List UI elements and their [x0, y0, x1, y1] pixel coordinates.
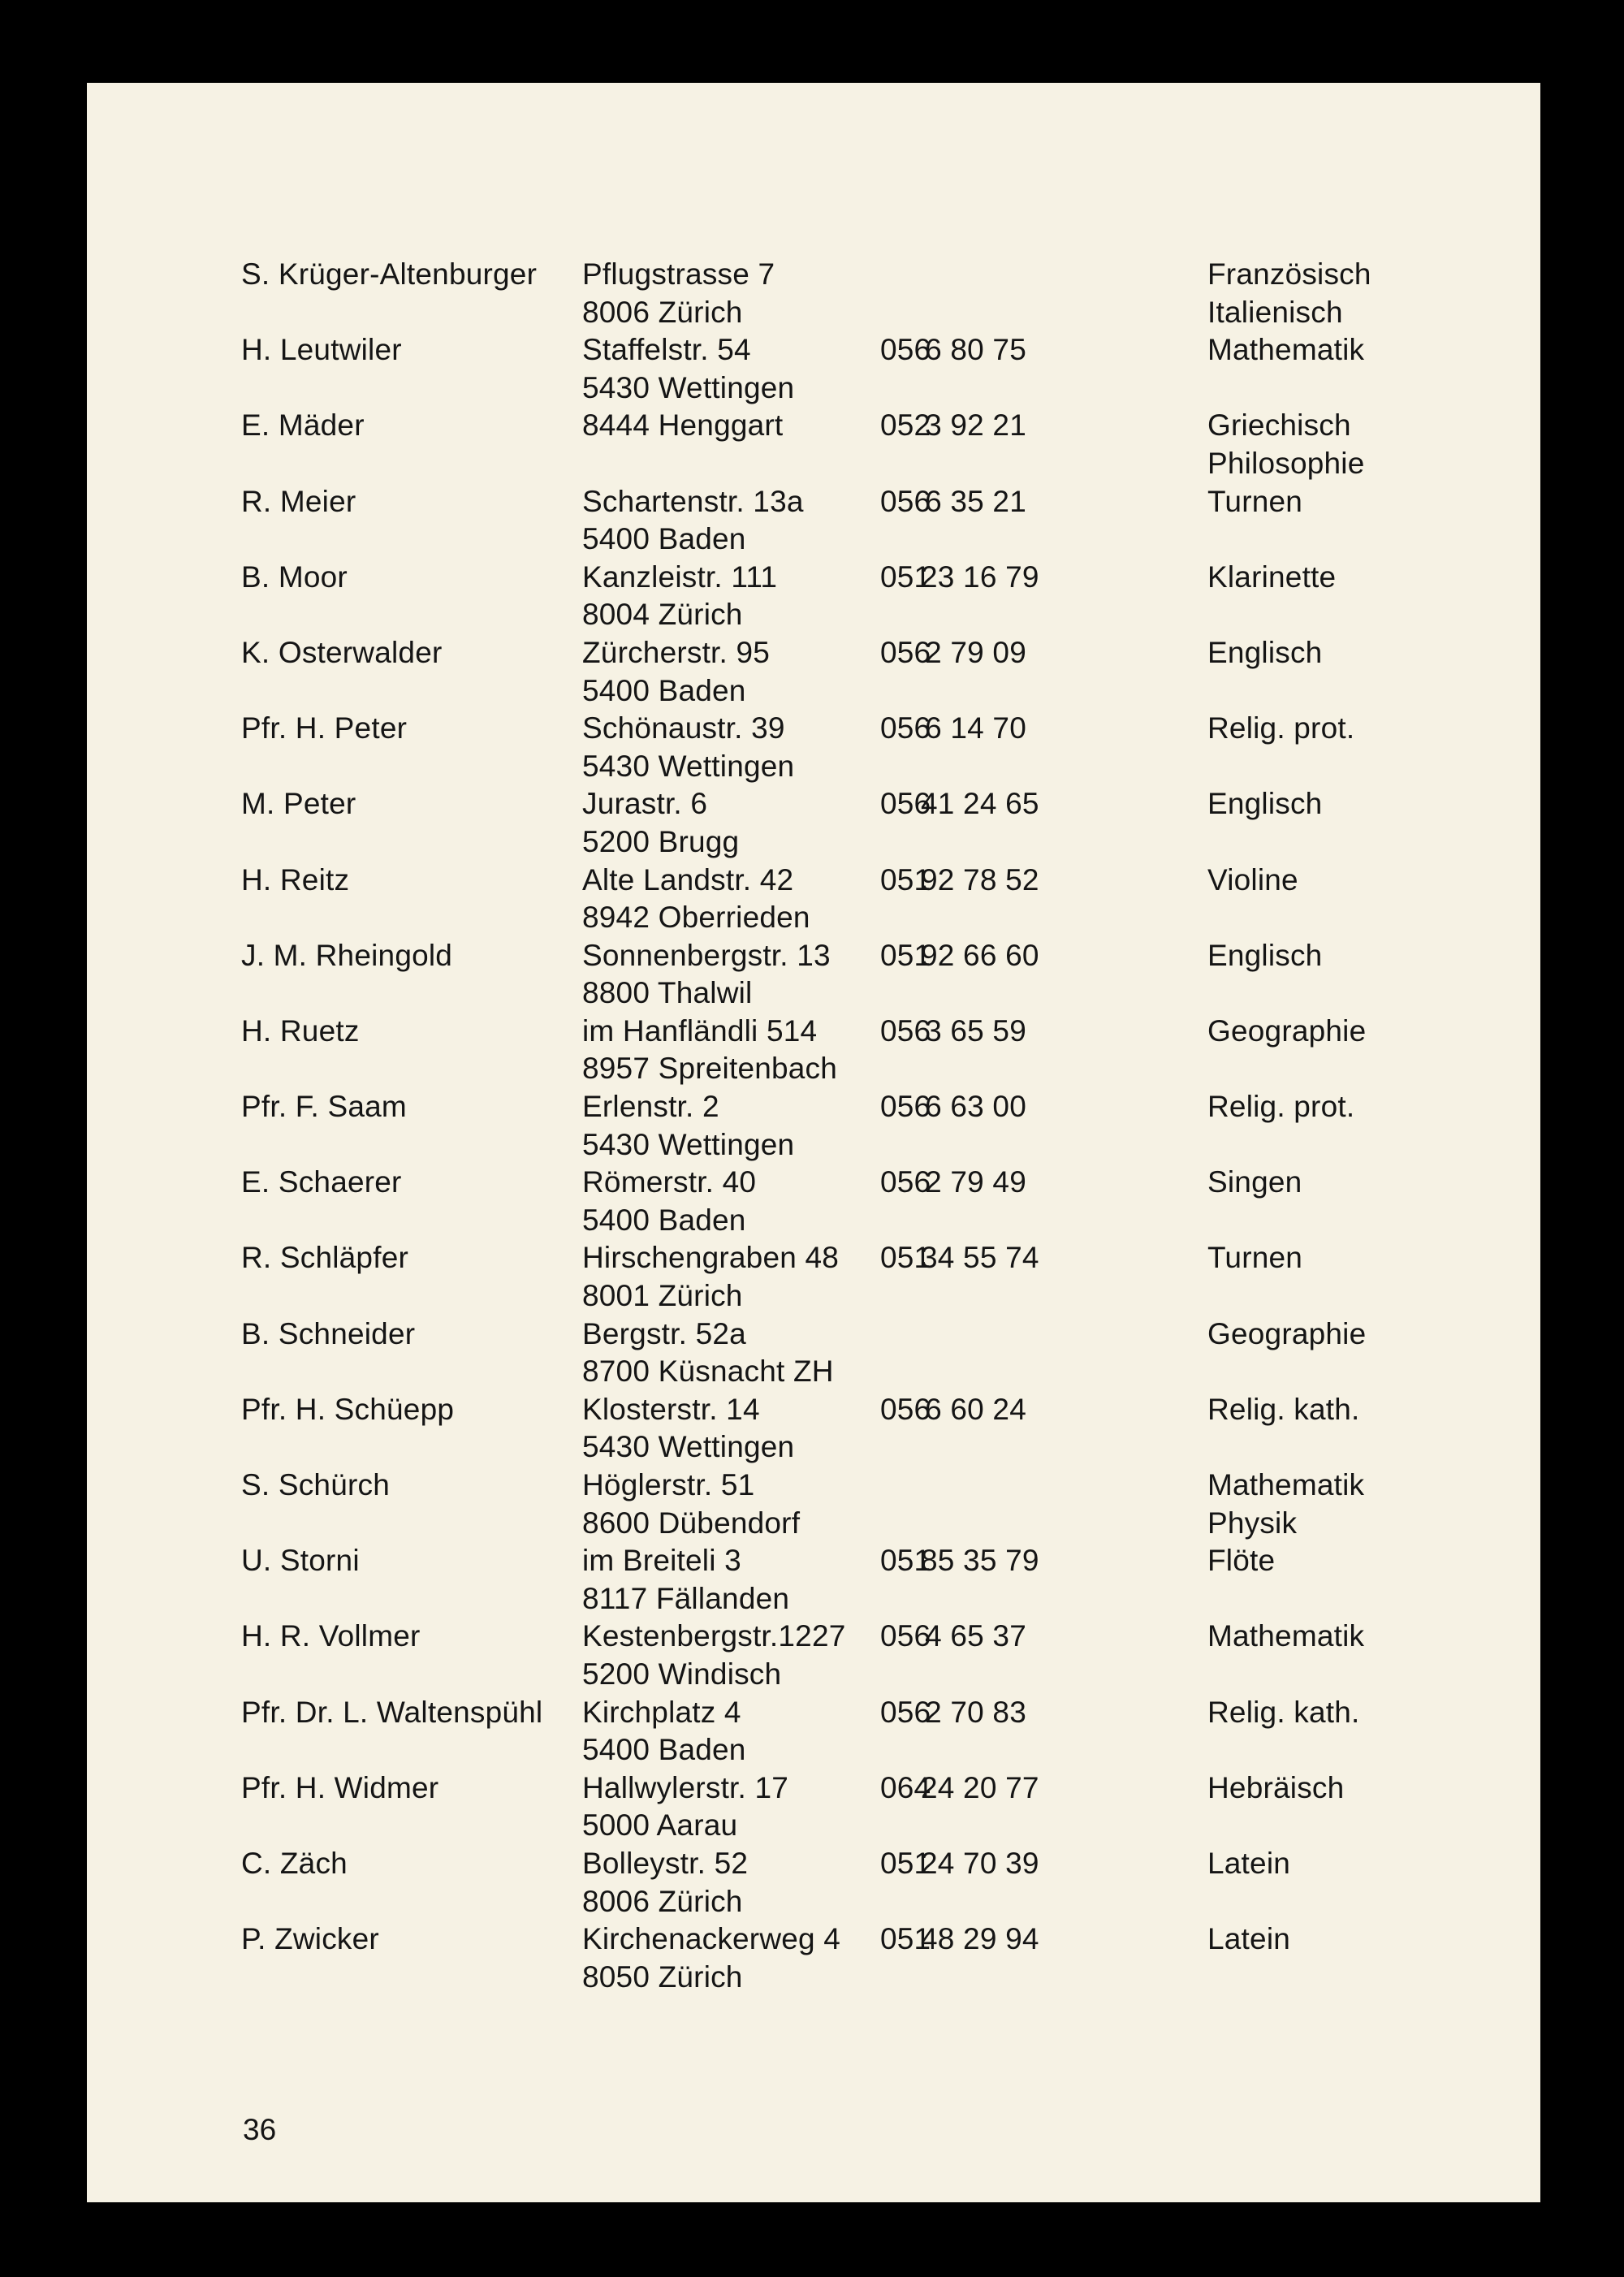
directory-entry [241, 559, 1459, 634]
entry-line [241, 294, 1459, 332]
entry-line [241, 1088, 1459, 1126]
entry-line [241, 445, 1459, 483]
entry-line [241, 1164, 1459, 1202]
entry-name: R. Schläpfer [241, 1241, 408, 1275]
entry-address: 8006 Zürich [582, 1884, 743, 1918]
document-page [87, 83, 1540, 2202]
entry-phone: 3 65 59 [925, 1013, 1026, 1048]
entry-line [241, 748, 1459, 786]
directory-entry [241, 1391, 1459, 1467]
entry-subject: Latein [1207, 1846, 1291, 1880]
entry-name: E. Mäder [241, 408, 365, 443]
entry-subject: Flöte [1207, 1544, 1276, 1578]
entry-subject: Englisch [1207, 938, 1323, 972]
entry-address: 5430 Wettingen [582, 1430, 795, 1464]
entry-line [241, 521, 1459, 559]
entry-subject: Relig. prot. [1207, 1090, 1355, 1124]
entry-name: Pfr. F. Saam [241, 1090, 407, 1124]
directory-entry [241, 331, 1459, 407]
entry-line [241, 1239, 1459, 1277]
entry-name: Pfr. Dr. L. Waltenspühl [241, 1695, 543, 1729]
entry-address: 8117 Fällanden [582, 1581, 790, 1615]
entry-line [241, 974, 1459, 1013]
entry-line [241, 1731, 1459, 1769]
entry-line [241, 1316, 1459, 1354]
entry-subject: Relig. prot. [1207, 711, 1355, 745]
entry-area-code: 051 [880, 560, 931, 594]
entry-line [241, 559, 1459, 597]
entry-phone: 92 66 60 [921, 938, 1039, 972]
entry-subject: Klarinette [1207, 560, 1337, 594]
entry-area-code: 056 [880, 1013, 931, 1048]
entry-address: 5200 Brugg [582, 824, 740, 858]
directory-entry [241, 1769, 1459, 1845]
entry-area-code: 051 [880, 1922, 931, 1956]
entry-address: Alte Landstr. 42 [582, 862, 794, 897]
entry-area-code: 056 [880, 635, 931, 669]
entry-name: Pfr. H. Schüepp [241, 1392, 455, 1426]
entry-name: E. Schaerer [241, 1165, 402, 1199]
entry-line [241, 1542, 1459, 1580]
entry-subject: Latein [1207, 1922, 1291, 1956]
directory-entry [241, 1694, 1459, 1769]
entry-phone: 6 35 21 [925, 484, 1026, 518]
entry-line [241, 937, 1459, 975]
entry-line [241, 710, 1459, 748]
entry-subject: Italienisch [1207, 295, 1343, 329]
entry-name: B. Schneider [241, 1316, 416, 1350]
entry-line [241, 596, 1459, 634]
entry-phone: 4 65 37 [925, 1619, 1026, 1653]
directory-entry [241, 785, 1459, 861]
entry-address: 8050 Zürich [582, 1959, 743, 1994]
entry-line [241, 862, 1459, 900]
entry-phone: 41 24 65 [921, 787, 1039, 821]
entry-address: Römerstr. 40 [582, 1165, 757, 1199]
entry-address: 8700 Küsnacht ZH [582, 1355, 834, 1389]
directory-entry [241, 1088, 1459, 1164]
teacher-directory [241, 256, 1459, 1996]
entry-address: 5430 Wettingen [582, 370, 795, 404]
entry-subject: Geographie [1207, 1316, 1367, 1350]
entry-name: H. Reitz [241, 862, 350, 897]
entry-subject: Französisch [1207, 257, 1371, 291]
entry-line [241, 634, 1459, 672]
entry-address: 8957 Spreitenbach [582, 1052, 838, 1086]
directory-entry [241, 862, 1459, 937]
entry-name: B. Moor [241, 560, 348, 594]
entry-address: 5200 Windisch [582, 1657, 782, 1691]
entry-name: Pfr. H. Peter [241, 711, 408, 745]
entry-line [241, 1277, 1459, 1316]
entry-area-code: 056 [880, 787, 931, 821]
directory-entry [241, 1618, 1459, 1693]
entry-address: Kanzleistr. 111 [582, 560, 778, 594]
entry-name: M. Peter [241, 787, 356, 821]
entry-phone: 23 16 79 [921, 560, 1039, 594]
directory-entry [241, 1239, 1459, 1315]
entry-line [241, 1959, 1459, 1997]
entry-name: J. M. Rheingold [241, 938, 453, 972]
entry-line [241, 1656, 1459, 1694]
entry-address: 5430 Wettingen [582, 1127, 795, 1161]
entry-line [241, 331, 1459, 369]
entry-line [241, 1126, 1459, 1164]
entry-phone: 85 35 79 [921, 1544, 1039, 1578]
entry-address: 8800 Thalwil [582, 976, 753, 1010]
directory-entry [241, 1542, 1459, 1618]
entry-name: U. Storni [241, 1544, 360, 1578]
entry-address: Pflugstrasse 7 [582, 257, 775, 291]
entry-line [241, 1013, 1459, 1051]
entry-phone: 92 78 52 [921, 862, 1039, 897]
entry-address: 5400 Baden [582, 522, 746, 556]
entry-subject: Hebräisch [1207, 1770, 1345, 1804]
entry-address: Höglerstr. 51 [582, 1468, 755, 1501]
entry-subject: Turnen [1207, 1241, 1303, 1275]
entry-phone: 6 60 24 [925, 1392, 1026, 1426]
entry-line [241, 1391, 1459, 1429]
directory-entry [241, 937, 1459, 1013]
directory-entry [241, 1467, 1459, 1542]
entry-address: Kestenbergstr.1227 [582, 1619, 846, 1653]
entry-subject: Relig. kath. [1207, 1392, 1360, 1426]
entry-line [241, 1883, 1459, 1921]
entry-line [241, 1353, 1459, 1391]
entry-subject: Englisch [1207, 635, 1323, 669]
entry-phone: 6 80 75 [925, 333, 1026, 367]
entry-line [241, 1921, 1459, 1959]
entry-area-code: 056 [880, 1090, 931, 1124]
entry-line [241, 1467, 1459, 1505]
page-number: 36 [243, 2113, 277, 2146]
entry-subject: Mathematik [1207, 1619, 1365, 1653]
entry-address: Sonnenbergstr. 13 [582, 938, 831, 972]
entry-area-code: 051 [880, 862, 931, 897]
entry-line [241, 407, 1459, 445]
entry-name: C. Zäch [241, 1846, 348, 1880]
entry-phone: 2 79 09 [925, 635, 1026, 669]
entry-name: Pfr. H. Widmer [241, 1770, 439, 1804]
entry-address: 8004 Zürich [582, 598, 743, 632]
entry-area-code: 056 [880, 1165, 931, 1199]
entry-address: 5400 Baden [582, 1203, 746, 1237]
entry-area-code: 056 [880, 711, 931, 745]
entry-line [241, 1050, 1459, 1088]
entry-address: 5400 Baden [582, 673, 746, 707]
entry-address: Schönaustr. 39 [582, 711, 785, 745]
entry-area-code: 056 [880, 484, 931, 518]
entry-name: H. Ruetz [241, 1013, 360, 1048]
entry-address: 8600 Dübendorf [582, 1506, 801, 1540]
entry-line [241, 1769, 1459, 1808]
entry-address: Kirchenackerweg 4 [582, 1922, 841, 1956]
entry-name: K. Osterwalder [241, 635, 443, 669]
entry-phone: 24 20 77 [921, 1770, 1039, 1804]
entry-address: im Hanfländli 514 [582, 1013, 818, 1048]
entry-line [241, 1505, 1459, 1543]
directory-entry [241, 710, 1459, 785]
entry-address: Klosterstr. 14 [582, 1392, 760, 1426]
entry-phone: 48 29 94 [921, 1922, 1039, 1956]
entry-phone: 34 55 74 [921, 1241, 1039, 1275]
entry-line [241, 1618, 1459, 1656]
entry-line [241, 899, 1459, 937]
directory-entry [241, 1013, 1459, 1088]
entry-subject: Geographie [1207, 1013, 1367, 1048]
entry-subject: Violine [1207, 862, 1298, 897]
directory-entry [241, 1921, 1459, 1996]
entry-line [241, 823, 1459, 862]
directory-entry [241, 1164, 1459, 1239]
entry-name: H. Leutwiler [241, 333, 402, 367]
entry-line [241, 369, 1459, 408]
entry-address: Bergstr. 52a [582, 1316, 746, 1350]
directory-entry [241, 483, 1459, 559]
entry-subject: Philosophie [1207, 446, 1365, 480]
entry-phone: 24 70 39 [921, 1846, 1039, 1880]
entry-address: 5400 Baden [582, 1733, 746, 1767]
entry-area-code: 051 [880, 1241, 931, 1275]
entry-line [241, 1807, 1459, 1845]
entry-name: P. Zwicker [241, 1922, 379, 1956]
directory-entry [241, 1845, 1459, 1921]
entry-area-code: 056 [880, 1619, 931, 1653]
entry-phone: 2 79 49 [925, 1165, 1026, 1199]
entry-line [241, 483, 1459, 521]
entry-name: S. Schürch [241, 1468, 390, 1501]
entry-phone: 6 63 00 [925, 1090, 1026, 1124]
entry-name: R. Meier [241, 484, 356, 518]
entry-address: Zürcherstr. 95 [582, 635, 771, 669]
entry-line [241, 1202, 1459, 1240]
entry-address: im Breiteli 3 [582, 1544, 741, 1578]
entry-address: 5000 Aarau [582, 1808, 738, 1843]
entry-address: Staffelstr. 54 [582, 333, 751, 367]
entry-address: 5430 Wettingen [582, 749, 795, 783]
entry-line [241, 672, 1459, 711]
entry-area-code: 051 [880, 938, 931, 972]
entry-line [241, 1580, 1459, 1618]
entry-area-code: 056 [880, 1695, 931, 1729]
entry-subject: Physik [1207, 1506, 1298, 1540]
entry-phone: 3 92 21 [925, 408, 1026, 443]
directory-entry [241, 256, 1459, 331]
entry-address: Jurastr. 6 [582, 787, 708, 821]
entry-address: Hallwylerstr. 17 [582, 1770, 789, 1804]
entry-address: Bolleystr. 52 [582, 1846, 749, 1880]
entry-line [241, 1694, 1459, 1732]
entry-address: Schartenstr. 13a [582, 484, 804, 518]
entry-subject: Relig. kath. [1207, 1695, 1360, 1729]
entry-address: Hirschengraben 48 [582, 1241, 840, 1275]
entry-area-code: 051 [880, 1846, 931, 1880]
entry-line [241, 1845, 1459, 1883]
entry-name: S. Krüger-Altenburger [241, 257, 538, 291]
entry-area-code: 064 [880, 1770, 931, 1804]
entry-line [241, 256, 1459, 294]
entry-address: 8444 Henggart [582, 408, 784, 443]
entry-subject: Singen [1207, 1165, 1302, 1199]
entry-area-code: 051 [880, 1544, 931, 1578]
directory-entry [241, 634, 1459, 710]
entry-phone: 2 70 83 [925, 1695, 1026, 1729]
entry-address: Erlenstr. 2 [582, 1090, 719, 1124]
entry-phone: 6 14 70 [925, 711, 1026, 745]
entry-area-code: 056 [880, 1392, 931, 1426]
entry-line [241, 785, 1459, 823]
entry-address: Kirchplatz 4 [582, 1695, 741, 1729]
entry-address: 8006 Zürich [582, 295, 743, 329]
entry-address: 8942 Oberrieden [582, 901, 810, 935]
entry-subject: Englisch [1207, 787, 1323, 821]
entry-area-code: 056 [880, 333, 931, 367]
directory-entry [241, 1316, 1459, 1391]
entry-address: 8001 Zürich [582, 1279, 743, 1313]
entry-name: H. R. Vollmer [241, 1619, 421, 1653]
entry-area-code: 052 [880, 408, 931, 443]
directory-entry [241, 407, 1459, 482]
entry-subject: Mathematik [1207, 333, 1365, 367]
entry-subject: Turnen [1207, 484, 1303, 518]
entry-subject: Mathematik [1207, 1468, 1365, 1501]
entry-line [241, 1428, 1459, 1467]
entry-subject: Griechisch [1207, 408, 1351, 443]
